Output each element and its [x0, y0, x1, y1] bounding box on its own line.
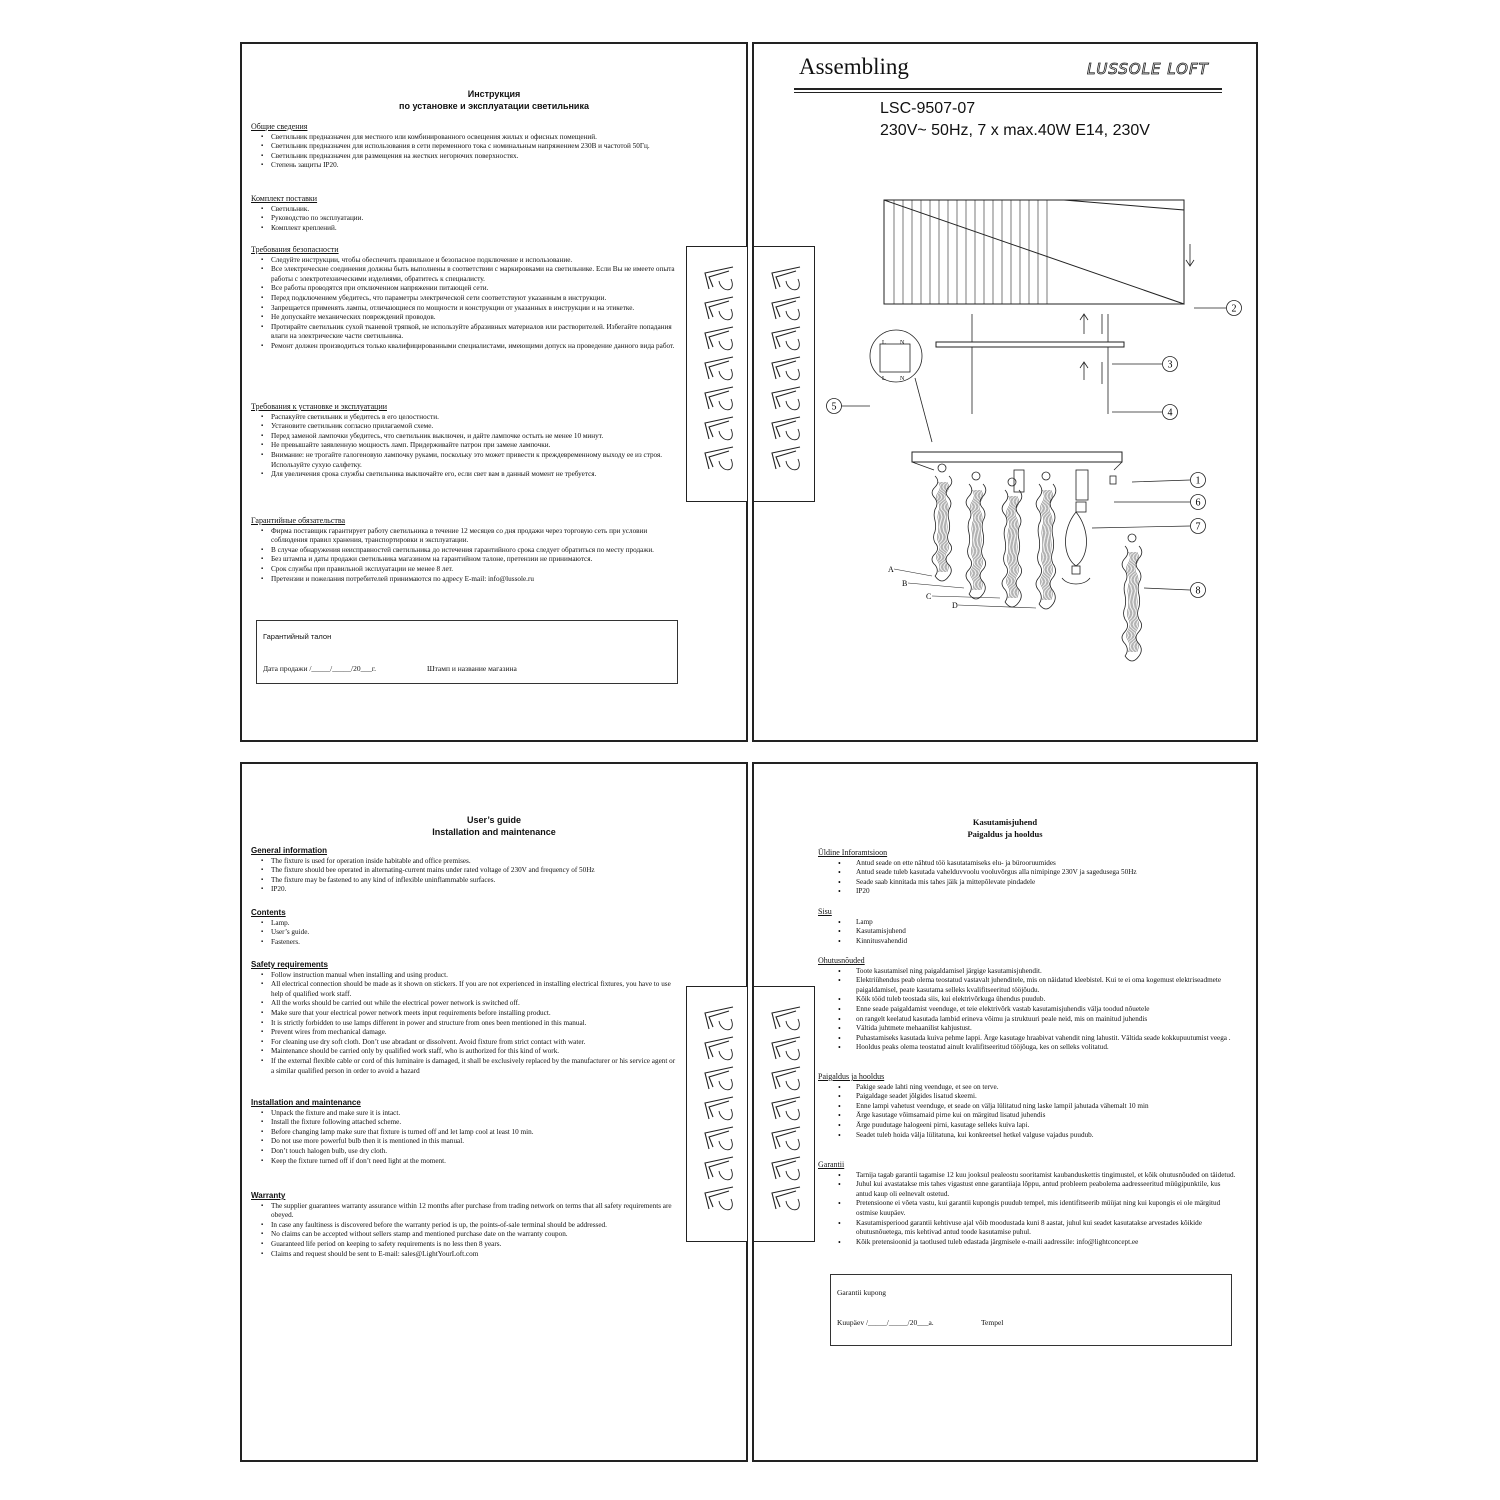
en-section-list [251, 857, 680, 895]
screws [972, 314, 1108, 414]
en-title [242, 814, 746, 838]
callout-4 [1163, 405, 1178, 420]
list-item: • Juhul kui avastatakse mis tahes vigastust enne garantiiaja lõppu, antud probleem peabolema aadresseeritud müügipunktile, kus antud kaup oli eelnevalt ostetud. [856, 1180, 1236, 1199]
crystal-pendants [932, 464, 1142, 661]
arrow-down [1186, 244, 1194, 266]
canopy-box [884, 200, 1184, 304]
list-item: • Ärge puudutage halogeeni pirni, kasutage selleks kuiva lapi. [856, 1121, 1236, 1131]
list-item: ▪ Степень защиты IP20. [271, 161, 680, 171]
sockets [1014, 470, 1116, 512]
list-item: ▪ Перед заменой лампочки убедитесь, что светильник выключен, и дайте лампочке остыть не менее 10 минут. [271, 432, 680, 442]
list-item: ▪ IP20. [271, 885, 680, 895]
svg-text:2: 2 [1231, 303, 1237, 315]
list-item: • Antud seade tuleb kasutada vahelduvvoolu vooluvõrgus alla nimipinge 230V ja sagedusega 50Hz [856, 868, 1236, 878]
ru-coupon-title: Гарантийный талон [263, 632, 332, 641]
list-item: ▪ The fixture is used for operation inside habitable and office premises. [271, 857, 680, 867]
terminal-block [870, 330, 932, 442]
list-item: ▪ Все электрические соединения должны быть выполнены в соответствии с маркировками на светильнике. Если Вы не имеете опыта работы с электротехническими изделиями, обратитесь к специалисту. [271, 265, 680, 284]
list-item: ▪ Запрещается применять лампы, отличающиеся по мощности и конструкции от указанных в инструкции и на этикетке. [271, 304, 680, 314]
list-item: • Kõik tööd tuleb teostada siis, kui elektrivõrkuga ühendus puudub. [856, 995, 1236, 1005]
list-item: • on rangelt keelatud kasutada lambid erineva võimu ja struktuuri peale neid, mis on mainitud juhendis [856, 1015, 1236, 1025]
list-item: • Enne seade paigaldamist veenduge, et teie elektrivõrk vastab kasutamisjuhendis välja toodud nõuetele [856, 1005, 1236, 1015]
list-item: ▪ Ремонт должен производиться только квалифицированными специалистами, имеющими допуск на проведение данного вида работ. [271, 342, 680, 352]
terminal-label-l-top: L [882, 340, 886, 346]
et-section-3 [818, 1072, 1236, 1140]
et-coupon-title: Garantii kupong [837, 1288, 886, 1297]
list-item: ▪ All electrical connection should be made as it shown on stickers. If you are not experienced in installing electrical fixtures, you have to use help of qualified work staff. [271, 980, 680, 999]
list-item: ▪ Светильник предназначен для местного или комбинированного освещения жилых и офисных помещений. [271, 133, 680, 143]
ru-warranty-coupon [256, 620, 678, 684]
page-assembling [752, 42, 1258, 742]
list-item: • Pretensioone ei võeta vastu, kui garantii kupongis puudub tempel, mis identifitseerib müüjat ning kui kupongis ei ole märgitud ostmise kuupäev. [856, 1199, 1236, 1218]
svg-text:1: 1 [1195, 475, 1201, 487]
ru-section-heading: Гарантийные обязательства [251, 516, 346, 525]
et-warranty-coupon [830, 1274, 1232, 1346]
list-item: ▪ Перед подключением убедитесь, что параметры электрической сети соответствуют указанным в инструкции. [271, 294, 680, 304]
et-section-list [818, 1171, 1236, 1248]
list-item: • Lamp [856, 918, 1236, 928]
list-item: ▪ Do not use more powerful bulb then it is mentioned in this manual. [271, 1137, 680, 1147]
list-item: ▪ Установите светильник согласно прилагаемой схеме. [271, 422, 680, 432]
list-item: ▪ Руководство по эксплуатации. [271, 214, 680, 224]
terminal-label-l-bottom: L [882, 376, 886, 382]
svg-text:3: 3 [1167, 359, 1173, 371]
list-item: • Toote kasutamisel ning paigaldamisel järgige kasutamisjuhendit. [856, 967, 1236, 977]
list-item: • IP20 [856, 887, 1236, 897]
brand-strip-logo [687, 987, 747, 1241]
et-section-heading: Paigaldus ja hooldus [818, 1072, 885, 1081]
en-title-line2: Installation and maintenance [432, 827, 556, 837]
en-section-1 [251, 908, 680, 947]
list-item: ▪ Светильник предназначен для использования в сети переменного тока с номинальным напряжением 230В и частотой 50Гц. [271, 142, 680, 152]
list-item: • Elektriühendus peab olema teostatud vastavalt juhenditele, mis on näidatud kleebistel. Kui te ei oma kogemust elektriseadmete paigaldamisel, peate kasutama selleks kvalifitseeritud tööjõudu. [856, 976, 1236, 995]
svg-text:6: 6 [1195, 497, 1201, 509]
list-item: ▪ Распакуйте светильник и убедитесь в его целостности. [271, 413, 680, 423]
list-item: ▪ In case any faultiness is discovered before the warranty period is up, the points-of-sale terminal should be addressed. [271, 1221, 680, 1231]
list-item: ▪ Для увеличения срока службы светильника выключайте его, если свет вам в данный момент не требуется. [271, 470, 680, 480]
ru-section-4 [251, 516, 680, 584]
list-item: ▪ Don’t touch halogen bulb, use dry cloth. [271, 1147, 680, 1157]
e14-bulb [1062, 512, 1090, 584]
list-item: ▪ User’s guide. [271, 928, 680, 938]
en-section-heading: Installation and maintenance [251, 1098, 361, 1107]
pendant-letter-B: B [902, 579, 908, 588]
list-item: • Kasutamisperiood garantii kehtivuse ajal võib moodustada kuni 8 aastat, juhul kui seadet kasutatakse arvestades kõikide ohutusnõuetega, mis kehtivad antud toode kasutamise puhul. [856, 1219, 1236, 1238]
et-title-line2: Paigaldus ja hooldus [967, 829, 1043, 839]
list-item: ▪ Претензии и пожелания потребителей принимаются по адресу E-mail: info@lussole.ru [271, 575, 680, 585]
et-section-0 [818, 848, 1236, 897]
assembly-diagram [814, 184, 1294, 624]
en-section-list [251, 919, 680, 948]
callout-6 [1191, 495, 1206, 510]
list-item: ▪ Комплект креплений. [271, 224, 680, 234]
pendant-letter-D: D [952, 601, 958, 610]
list-item: • Paigaldage seadet jõlgides lisatud skeemi. [856, 1092, 1236, 1102]
ru-title-line2: по установке и эксплуатации светильника [399, 101, 589, 111]
en-section-2 [251, 960, 680, 1076]
ru-section-1 [251, 194, 680, 233]
list-item: ▪ Make sure that your electrical power network meets input requirements before installing product. [271, 1009, 680, 1019]
en-section-list [251, 971, 680, 1077]
list-item: ▪ Maintenance should be carried only by qualified work staff, who is authorized for this kind of work. [271, 1047, 680, 1057]
list-item: ▪ Внимание: не трогайте галогеновую лампочку руками, поскольку это может привести к преждевременному выходу ее из строя. Используйте сухую салфетку. [271, 451, 680, 470]
pendant-letter-A: A [888, 565, 894, 574]
brand-strip-logo [754, 247, 814, 501]
list-item: ▪ Install the fixture following attached scheme. [271, 1118, 680, 1128]
et-section-heading: Üldine Inforamtsioon [818, 848, 888, 857]
list-item: • Ärge kasutage võimsamaid pirne kui on märgitud lisatud juhendis [856, 1111, 1236, 1121]
en-title-line1: User’s guide [466, 815, 522, 825]
list-item: ▪ Unpack the fixture and make sure it is intact. [271, 1109, 680, 1119]
list-item: ▪ Не допускайте механических повреждений проводов. [271, 313, 680, 323]
list-item: • Antud seade on ette nähtud töö kasutatamiseks elu- ja bürooruumides [856, 859, 1236, 869]
et-section-1 [818, 907, 1236, 946]
list-item: • Kinnitusvahendid [856, 937, 1236, 947]
en-section-list [251, 1109, 680, 1167]
ru-section-0 [251, 122, 680, 171]
model-number: LSC-9507-07 [880, 100, 976, 117]
terminal-label-n-top: N [900, 340, 905, 346]
callouts [827, 301, 1242, 598]
brand-strip-top-right [753, 246, 815, 502]
et-section-list [818, 967, 1236, 1053]
list-item: ▪ Следуйте инструкции, чтобы обеспечить правильное и безопасное подключение и использование. [271, 256, 680, 266]
ru-section-list [251, 256, 680, 352]
callout-5 [827, 399, 842, 414]
en-section-0 [251, 846, 680, 895]
list-item: ▪ Светильник предназначен для размещения на жестких негорючих поверхностях. [271, 152, 680, 162]
callout-8 [1191, 583, 1206, 598]
ru-section-list [251, 527, 680, 585]
et-title [754, 816, 1256, 840]
en-section-heading: General information [251, 846, 328, 855]
et-title-line1: Kasutamisjuhend [972, 817, 1038, 827]
list-item: • Hooldus peaks olema teostatud ainult kvalifitseeritud tööjõuga, kes on selleks volitatud. [856, 1043, 1236, 1053]
list-item: ▪ Prevent wires from mechanical damage. [271, 1028, 680, 1038]
et-section-2 [818, 956, 1236, 1053]
list-item: • Tarnija tagab garantii tagamise 12 kuu jooksul pealeostu sooritamist kaubanduskettis tingimustel, et kõik ohutusnõuded on täidetud. [856, 1171, 1236, 1181]
list-item: ▪ For cleaning use dry soft cloth. Don’t use abradant or dissolvent. Avoid fixture from strict contact with water. [271, 1038, 680, 1048]
page-estonian-guide [752, 762, 1258, 1462]
et-section-list [818, 1083, 1236, 1141]
brand-strip-logo [754, 987, 814, 1241]
ru-coupon-date: Дата продажи /_____/_____/20___г. [263, 664, 376, 673]
list-item: ▪ Фирма поставщик гарантирует работу светильника в течение 12 месяцев со дня продажи через торговую сеть при условии соблюдения правил хранения, транспортировки и эксплуатации. [271, 527, 680, 546]
svg-text:7: 7 [1195, 521, 1201, 533]
list-item: ▪ Keep the fixture turned off if don’t need light at the moment. [271, 1157, 680, 1167]
ru-title-line1: Инструкция [467, 89, 521, 99]
ru-section-heading: Комплект поставки [251, 194, 318, 203]
callout-7 [1191, 519, 1206, 534]
list-item: ▪ Светильник. [271, 205, 680, 215]
list-item: ▪ The supplier guarantees warranty assurance within 12 months after purchase from trading network on terms that all safety requirements are obeyed. [271, 1202, 680, 1221]
en-section-3 [251, 1098, 680, 1166]
list-item: ▪ All the works should be carried out while the electrical power network is switched off. [271, 999, 680, 1009]
list-item: ▪ Claims and request should be sent to E-mail: sales@LightYourLoft.com [271, 1250, 680, 1260]
title-rule [794, 88, 1222, 93]
brand-strip-top-left [686, 246, 748, 502]
callout-2 [1227, 301, 1242, 316]
assembling-title: Assembling [799, 54, 909, 79]
list-item: ▪ Все работы проводятся при отключенном напряжении питающей сети. [271, 284, 680, 294]
list-item: • Seade saab kinnitada mis tahes jäik ja mittepõlevate pindadele [856, 878, 1236, 888]
ru-title [242, 88, 746, 112]
list-item: ▪ Follow instruction manual when installing and using product. [271, 971, 680, 981]
list-item: ▪ The fixture should bee operated in alternating-current mains under rated voltage of 230V and frequency of 50Hz [271, 866, 680, 876]
en-section-heading: Safety requirements [251, 960, 328, 969]
list-item: ▪ Fasteners. [271, 938, 680, 948]
et-section-heading: Sisu [818, 907, 832, 916]
brand-strip-bottom-left [686, 986, 748, 1242]
brand-strip-bottom-right [753, 986, 815, 1242]
list-item: ▪ Guaranteed life period on keeping to safety requirements is no less then 8 years. [271, 1240, 680, 1250]
list-item: ▪ If the external flexible cable or cord of this luminaire is damaged, it shall be exclusively replaced by the manufacturer or his service agent or a similar qualified person in order to avoid a hazard [271, 1057, 680, 1076]
list-item: ▪ Не превышайте заявленную мощность ламп. Придерживайте патрон при замене лампочки. [271, 441, 680, 451]
callout-leaders [826, 308, 1226, 608]
canopy-stripes [894, 200, 1047, 304]
callout-1 [1191, 473, 1206, 488]
list-item: • Vältida juhtmete mehaanilist kahjustust. [856, 1024, 1236, 1034]
list-item: ▪ Без штампа и даты продажи светильника магазином на гарантийном талоне, претензии не принимаются. [271, 555, 680, 565]
page-english-guide [240, 762, 748, 1462]
svg-text:8: 8 [1195, 585, 1201, 597]
brand-logo: LUSSOLE LOFT [1087, 60, 1209, 78]
en-section-4 [251, 1191, 680, 1259]
brand-strip-logo [687, 247, 747, 501]
et-coupon-stamp: Tempel [981, 1318, 1004, 1327]
list-item: • Enne lampi vahetust veenduge, et seade on välja lülitatud ning laske lampil jahutada vähemalt 10 min [856, 1102, 1236, 1112]
ru-section-list [251, 133, 680, 171]
en-section-heading: Contents [251, 908, 286, 917]
list-item: ▪ Срок службы при правильной эксплуатации не менее 8 лет. [271, 565, 680, 575]
ru-section-2 [251, 245, 680, 352]
pendant-letter-C: C [926, 592, 932, 601]
ru-section-heading: Требования к установке и эксплуатации [251, 402, 387, 411]
callout-3 [1163, 357, 1178, 372]
list-item: ▪ Before changing lamp make sure that fixture is turned off and let lamp cool at least 10 min. [271, 1128, 680, 1138]
et-section-list [818, 859, 1236, 897]
list-item: • Kõik pretensioonid ja taotlused tuleb edastada järgmisele e-maili aadressile: info@lightconcept.ee [856, 1238, 1236, 1248]
svg-text:5: 5 [831, 401, 837, 413]
terminal-label-n-bottom: N [900, 376, 905, 382]
et-section-4 [818, 1160, 1236, 1247]
et-section-list [818, 918, 1236, 947]
ru-coupon-stamp: Штамп и название магазина [427, 664, 517, 673]
et-section-heading: Garantii [818, 1160, 845, 1169]
ru-section-heading: Общие сведения [251, 122, 308, 131]
list-item: ▪ Протирайте светильник сухой тканевой тряпкой, не используйте абразивных материалов или растворителей. Избегайте попадания влаги на электрические части светильника. [271, 323, 680, 342]
list-item: • Pakige seade lahti ning veenduge, et see on terve. [856, 1083, 1236, 1093]
page-russian-instructions [240, 42, 748, 742]
ru-section-3 [251, 402, 680, 480]
base-plate [912, 452, 1122, 462]
list-item: • Seadet tuleb hoida välja lülitatuna, kui konkreetsel hetkel valguse vajadus puudub. [856, 1131, 1236, 1141]
list-item: • Puhastamiseks kasutada kuiva pehme lappi. Ärge kasutage hraabivat vahendit ning lahustit. Vältida seade kokkupuutumist veega . [856, 1034, 1236, 1044]
electrical-spec: 230V~ 50Hz, 7 x max.40W E14, 230V [880, 122, 1150, 139]
list-item: ▪ The fixture may be fastened to any kind of inflexible uninflammable surfaces. [271, 876, 680, 886]
list-item: ▪ No claims can be accepted without sellers stamp and mentioned purchase date on the warranty coupon. [271, 1230, 680, 1240]
list-item: ▪ Lamp. [271, 919, 680, 929]
list-item: • Kasutamisjuhend [856, 927, 1236, 937]
svg-text:4: 4 [1167, 407, 1173, 419]
list-item: ▪ It is strictly forbidden to use lamps different in power and structure from ones been mentioned in this manual. [271, 1019, 680, 1029]
ru-section-list [251, 205, 680, 234]
list-item: ▪ В случае обнаружения неисправностей светильника до истечения гарантийного срока следует обратиться по месту продажи. [271, 546, 680, 556]
ru-section-list [251, 413, 680, 480]
en-section-heading: Warranty [251, 1191, 286, 1200]
en-section-list [251, 1202, 680, 1260]
ru-section-heading: Требования безопасности [251, 245, 339, 254]
et-coupon-date: Kuupäev /_____/_____/20___a. [837, 1318, 934, 1327]
mounting-plate [936, 342, 1124, 347]
pendant-letters [888, 565, 958, 610]
et-section-heading: Ohutusnõuded [818, 956, 865, 965]
